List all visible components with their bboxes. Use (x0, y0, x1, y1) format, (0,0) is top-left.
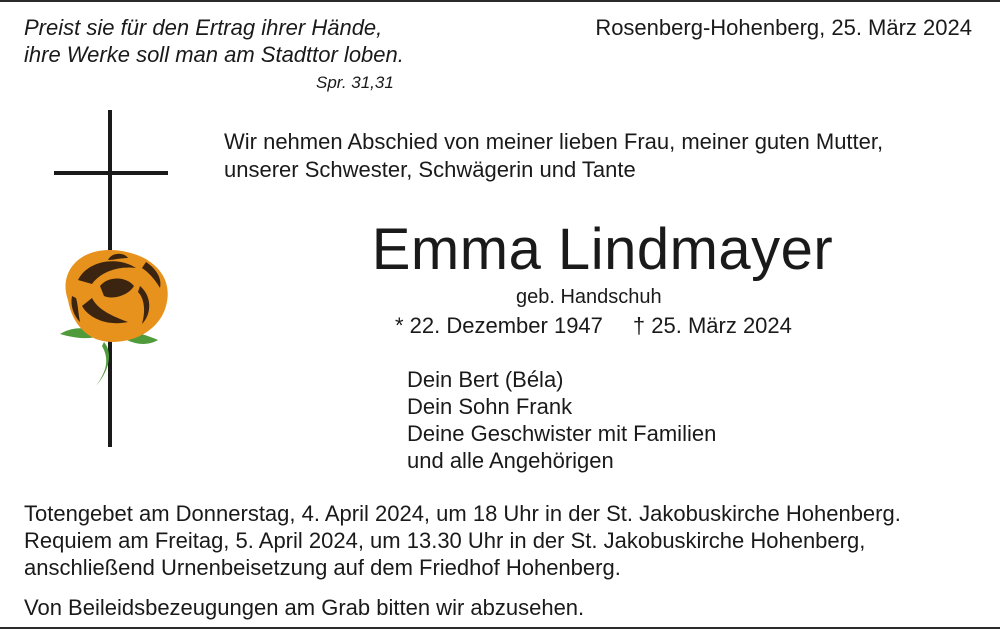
intro-line-1: Wir nehmen Abschied von meiner lieben Frau, meiner guten Mutter, (224, 129, 884, 154)
birth-date: * 22. Dezember 1947 (395, 313, 603, 338)
service-details (24, 500, 901, 581)
mourner-item: Dein Sohn Frank (407, 394, 573, 419)
farewell-intro (224, 128, 883, 184)
mourner-item: und alle Angehörigen (407, 448, 614, 473)
service-line: anschließend Urnenbeisetzung auf dem Friedhof Hohenberg. (24, 555, 621, 580)
quote-reference: Spr. 31,31 (316, 73, 394, 92)
mourners-list (407, 366, 716, 474)
life-dates (395, 313, 792, 339)
mourner-item: Deine Geschwister mit Familien (407, 421, 717, 446)
mourner-item: Dein Bert (Béla) (407, 367, 564, 392)
deceased-name: Emma Lindmayer (371, 217, 834, 282)
quote-line-1: Preist sie für den Ertrag ihrer Hände, (24, 15, 383, 40)
bible-quote (24, 14, 404, 68)
birth-name: geb. Handschuh (516, 286, 662, 308)
quote-line-2: ihre Werke soll man am Stadttor loben. (24, 42, 404, 67)
intro-line-2: unserer Schwester, Schwägerin und Tante (224, 157, 636, 182)
service-line: Requiem am Freitag, 5. April 2024, um 13.30 Uhr in der St. Jakobuskirche Hohenberg, (24, 528, 866, 553)
condolence-note: Von Beileidsbezeugungen am Grab bitten wir abzusehen. (24, 595, 585, 620)
service-line: Totengebet am Donnerstag, 4. April 2024, um 18 Uhr in der St. Jakobuskirche Hohenberg. (24, 501, 901, 526)
death-date: † 25. März 2024 (632, 313, 792, 338)
place-date-line: Rosenberg-Hohenberg, 25. März 2024 (595, 15, 972, 40)
